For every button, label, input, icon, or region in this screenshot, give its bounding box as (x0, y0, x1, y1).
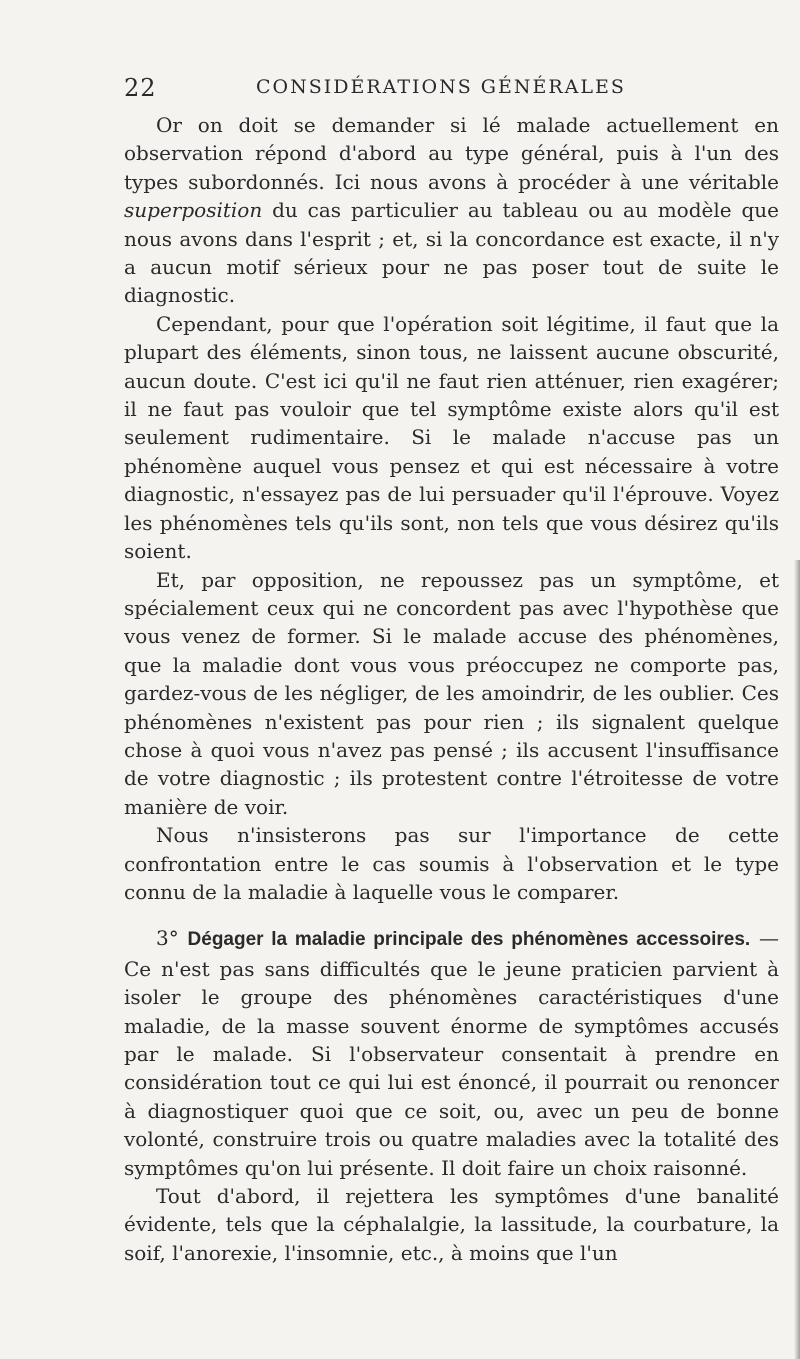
paragraph-3: Et, par opposition, ne repoussez pas un symptôme, et spécialement ceux qui ne concordent pas avec l'hypothèse que vous venez de former. Si le malade accuse des phénomènes, que la maladie dont vous vous préoccupez ne comporte pas, gardez-vous de les négliger, de les amoindrir, de les oublier. Ces phénomènes n'existent pas pour rien ; ils signalent quelque chose à quoi vous n'avez pas pensé ; ils accusent l'insuffisance de votre diagnostic ; ils protestent contre l'étroitesse de votre manière de voir. (124, 567, 779, 819)
page-edge-shadow (794, 560, 800, 1359)
paragraph-1-end: du cas particulier au tableau ou au modèle que nous avons dans l'esprit ; et, si la concordance est exacte, il n'y a aucun motif sérieux pour ne pas poser tout de suite le diagnostic. (124, 198, 779, 308)
body-text (124, 111, 779, 1267)
running-head (124, 74, 744, 104)
section-text: — Ce n'est pas sans difficultés que le jeune praticien parvient à isoler le groupe des phénomènes caractéristiques d'une maladie, de la masse souvent énorme de symptômes accusés par le malade. Si l'observateur consentait à prendre en considération tout ce qui lui est énoncé, il pourrait ou renoncer à diagnostiquer quoi que ce soit, ou, avec un peu de bonne volonté, construire trois ou quatre maladies avec la totalité des symptômes qu'on lui présente. Il doit faire un choix raisonné. (124, 926, 780, 1180)
page-number: 22 (124, 74, 157, 102)
paragraph-4: Nous n'insisterons pas sur l'importance de cette confrontation entre le cas soumis à l'observation et le type connu de la maladie à laquelle vous le comparer. (124, 823, 779, 904)
running-title: CONSIDÉRATIONS GÉNÉRALES (256, 76, 626, 98)
section-paragraph (124, 924, 779, 1182)
section-number: 3° (156, 926, 179, 951)
paragraph-1-start: Or on doit se demander si lé malade actuellement en observation répond d'abord au type général, puis à l'un des types subordonnés. Ici nous avons à procéder à une véritable (124, 113, 779, 194)
section-heading: Dégager la maladie principale des phénomènes accessoires. (187, 929, 751, 951)
italic-term: superposition (124, 198, 263, 223)
paragraph-6: Tout d'abord, il rejettera les symptômes d'une banalité évidente, tels que la céphalalgie, la lassitude, la courbature, la soif, l'anorexie, l'insomnie, etc., à moins que l'un (124, 1184, 779, 1265)
paragraph-1 (124, 111, 779, 310)
paragraph-2: Cependant, pour que l'opération soit légitime, il faut que la plupart des éléments, sinon tous, ne laissent aucune obscurité, aucun doute. C'est ici qu'il ne faut rien atténuer, rien exagérer; il ne faut pas vouloir que tel symptôme existe alors qu'il est seulement rudimentaire. Si le malade n'accuse pas un phénomène auquel vous pensez et qui est nécessaire à votre diagnostic, n'essayez pas de lui persuader qu'il l'éprouve. Voyez les phénomènes tels qu'ils sont, non tels que vous désirez qu'ils soient. (124, 311, 779, 564)
